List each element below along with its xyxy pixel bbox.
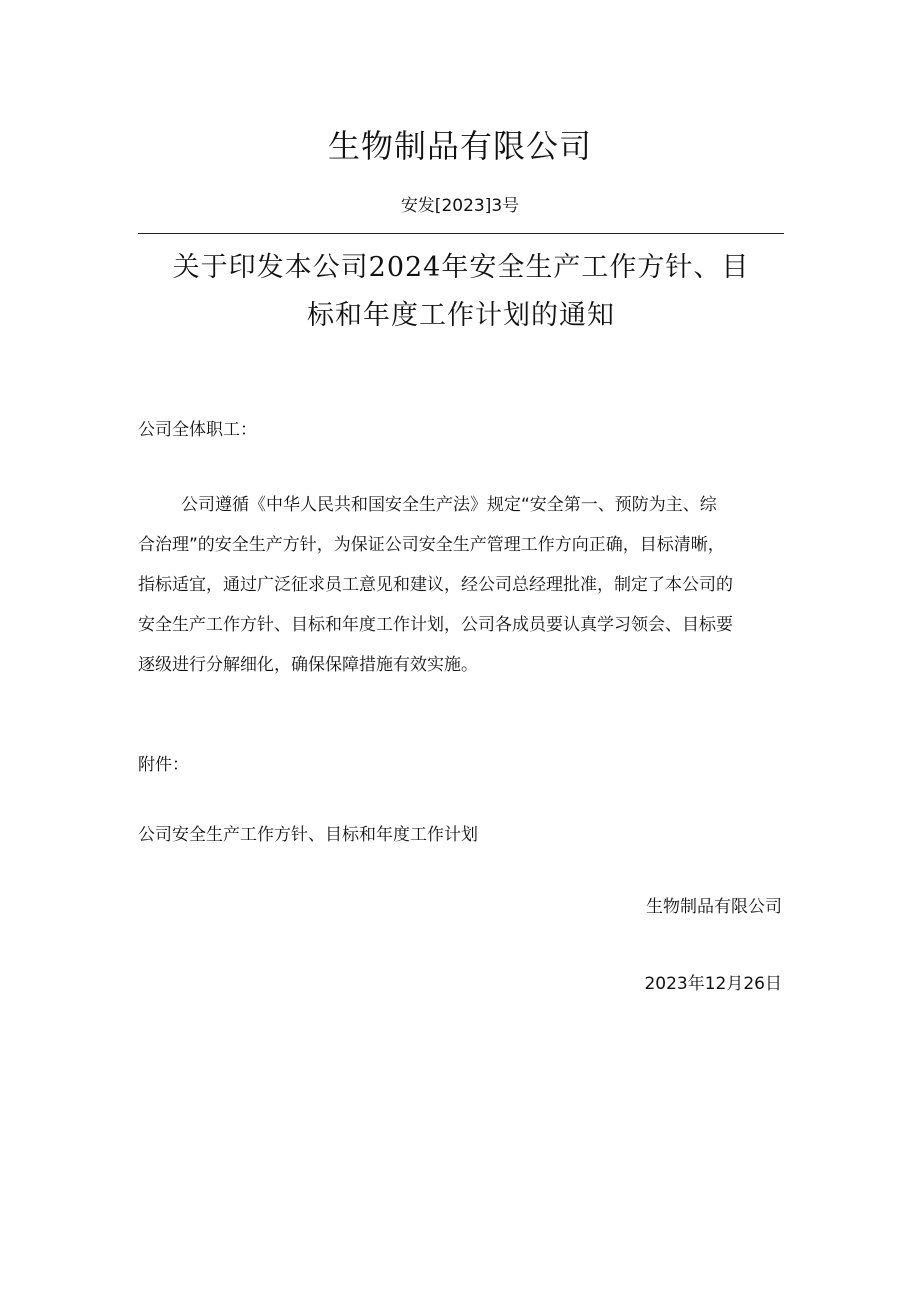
paragraph-line: 公司遵循《中华人民共和国安全生产法》规定“安全第一、预防为主、综 <box>181 495 717 515</box>
attachment-label: 附件： <box>138 755 189 775</box>
paragraph-line: 指标适宜，通过广泛征求员工意见和建议，经公司总经理批准，制定了本公司的 <box>138 575 733 595</box>
header-divider <box>138 233 784 234</box>
attachment-item: 公司安全生产工作方针、目标和年度工作计划 <box>138 825 478 845</box>
signature: 生物制品有限公司 <box>646 897 782 917</box>
notice-title-line-1: 关于印发本公司2024年安全生产工作方针、目 <box>172 252 750 283</box>
document-number: 安发[2023]3号 <box>400 196 520 216</box>
notice-title <box>138 244 784 340</box>
paragraph-line: 合治理”的安全生产方针，为保证公司安全生产管理工作方向正确，目标清晰， <box>138 535 725 555</box>
paragraph-line: 逐级进行分解细化，确保保障措施有效实施。 <box>138 655 478 675</box>
company-name-heading: 生物制品有限公司 <box>327 127 592 165</box>
issue-date: 2023年12月26日 <box>644 974 782 994</box>
body-paragraph <box>138 485 784 685</box>
paragraph-line: 安全生产工作方针、目标和年度工作计划，公司各成员要认真学习领会、目标要 <box>138 615 733 635</box>
greeting: 公司全体职工： <box>138 420 257 440</box>
notice-title-line-2: 标和年度工作计划的通知 <box>307 300 615 331</box>
